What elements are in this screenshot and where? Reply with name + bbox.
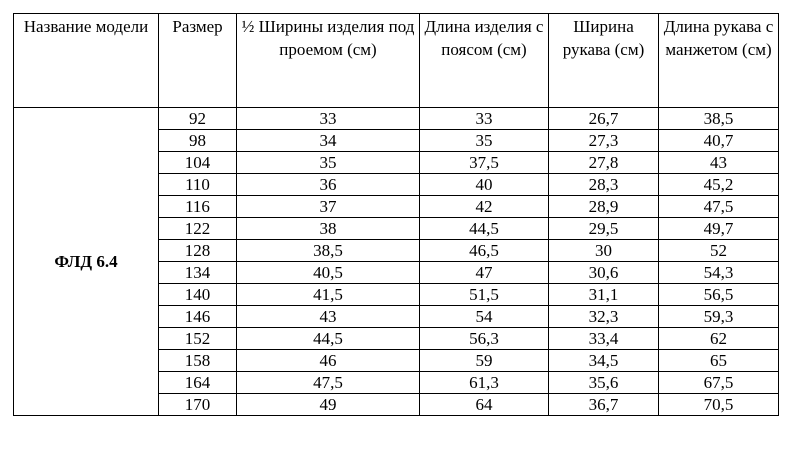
sleeve-length-cell: 67,5 — [659, 372, 779, 394]
table-body — [14, 108, 779, 416]
sleeve-length-cell: 45,2 — [659, 174, 779, 196]
half-width-cell: 44,5 — [237, 328, 420, 350]
size-cell: 92 — [159, 108, 237, 130]
sleeve-length-cell: 56,5 — [659, 284, 779, 306]
sleeve-width-cell: 27,3 — [549, 130, 659, 152]
half-width-cell: 38 — [237, 218, 420, 240]
sleeve-width-cell: 30 — [549, 240, 659, 262]
sleeve-length-cell: 59,3 — [659, 306, 779, 328]
sleeve-width-cell: 26,7 — [549, 108, 659, 130]
half-width-cell: 49 — [237, 394, 420, 416]
size-cell: 146 — [159, 306, 237, 328]
length-with-belt-cell: 44,5 — [420, 218, 549, 240]
size-cell: 134 — [159, 262, 237, 284]
table-header — [14, 14, 779, 108]
size-cell: 158 — [159, 350, 237, 372]
length-with-belt-cell: 40 — [420, 174, 549, 196]
header-half-width: ½ Ширины изделия под проемом (см) — [237, 14, 420, 108]
sleeve-width-cell: 34,5 — [549, 350, 659, 372]
length-with-belt-cell: 42 — [420, 196, 549, 218]
length-with-belt-cell: 56,3 — [420, 328, 549, 350]
size-cell: 152 — [159, 328, 237, 350]
header-sleeve-width: Ширина рукава (см) — [549, 14, 659, 108]
sleeve-width-cell: 28,9 — [549, 196, 659, 218]
half-width-cell: 47,5 — [237, 372, 420, 394]
half-width-cell: 33 — [237, 108, 420, 130]
sleeve-length-cell: 38,5 — [659, 108, 779, 130]
half-width-cell: 38,5 — [237, 240, 420, 262]
size-cell: 110 — [159, 174, 237, 196]
header-size: Размер — [159, 14, 237, 108]
size-cell: 104 — [159, 152, 237, 174]
half-width-cell: 34 — [237, 130, 420, 152]
sleeve-length-cell: 54,3 — [659, 262, 779, 284]
sleeve-width-cell: 33,4 — [549, 328, 659, 350]
sleeve-width-cell: 32,3 — [549, 306, 659, 328]
length-with-belt-cell: 51,5 — [420, 284, 549, 306]
size-cell: 164 — [159, 372, 237, 394]
half-width-cell: 43 — [237, 306, 420, 328]
table-row — [14, 108, 779, 130]
sleeve-width-cell: 36,7 — [549, 394, 659, 416]
sleeve-length-cell: 65 — [659, 350, 779, 372]
length-with-belt-cell: 61,3 — [420, 372, 549, 394]
header-row — [14, 14, 779, 108]
sleeve-width-cell: 30,6 — [549, 262, 659, 284]
length-with-belt-cell: 35 — [420, 130, 549, 152]
half-width-cell: 41,5 — [237, 284, 420, 306]
sleeve-length-cell: 49,7 — [659, 218, 779, 240]
sleeve-length-cell: 62 — [659, 328, 779, 350]
length-with-belt-cell: 54 — [420, 306, 549, 328]
length-with-belt-cell: 46,5 — [420, 240, 549, 262]
sleeve-length-cell: 52 — [659, 240, 779, 262]
sleeve-width-cell: 35,6 — [549, 372, 659, 394]
size-cell: 128 — [159, 240, 237, 262]
length-with-belt-cell: 47 — [420, 262, 549, 284]
sleeve-width-cell: 28,3 — [549, 174, 659, 196]
half-width-cell: 37 — [237, 196, 420, 218]
header-model-name: Название модели — [14, 14, 159, 108]
sleeve-width-cell: 29,5 — [549, 218, 659, 240]
sleeve-length-cell: 43 — [659, 152, 779, 174]
header-length-with-belt: Длина изделия с поясом (см) — [420, 14, 549, 108]
half-width-cell: 35 — [237, 152, 420, 174]
header-sleeve-length: Длина рукава с манжетом (см) — [659, 14, 779, 108]
size-cell: 170 — [159, 394, 237, 416]
half-width-cell: 36 — [237, 174, 420, 196]
size-cell: 122 — [159, 218, 237, 240]
size-chart-table — [13, 13, 779, 416]
sleeve-length-cell: 40,7 — [659, 130, 779, 152]
size-cell: 140 — [159, 284, 237, 306]
length-with-belt-cell: 37,5 — [420, 152, 549, 174]
sleeve-length-cell: 70,5 — [659, 394, 779, 416]
size-cell: 116 — [159, 196, 237, 218]
length-with-belt-cell: 33 — [420, 108, 549, 130]
length-with-belt-cell: 64 — [420, 394, 549, 416]
sleeve-width-cell: 31,1 — [549, 284, 659, 306]
sleeve-length-cell: 47,5 — [659, 196, 779, 218]
half-width-cell: 46 — [237, 350, 420, 372]
size-cell: 98 — [159, 130, 237, 152]
length-with-belt-cell: 59 — [420, 350, 549, 372]
model-name-cell: ФЛД 6.4 — [14, 108, 159, 416]
half-width-cell: 40,5 — [237, 262, 420, 284]
sleeve-width-cell: 27,8 — [549, 152, 659, 174]
